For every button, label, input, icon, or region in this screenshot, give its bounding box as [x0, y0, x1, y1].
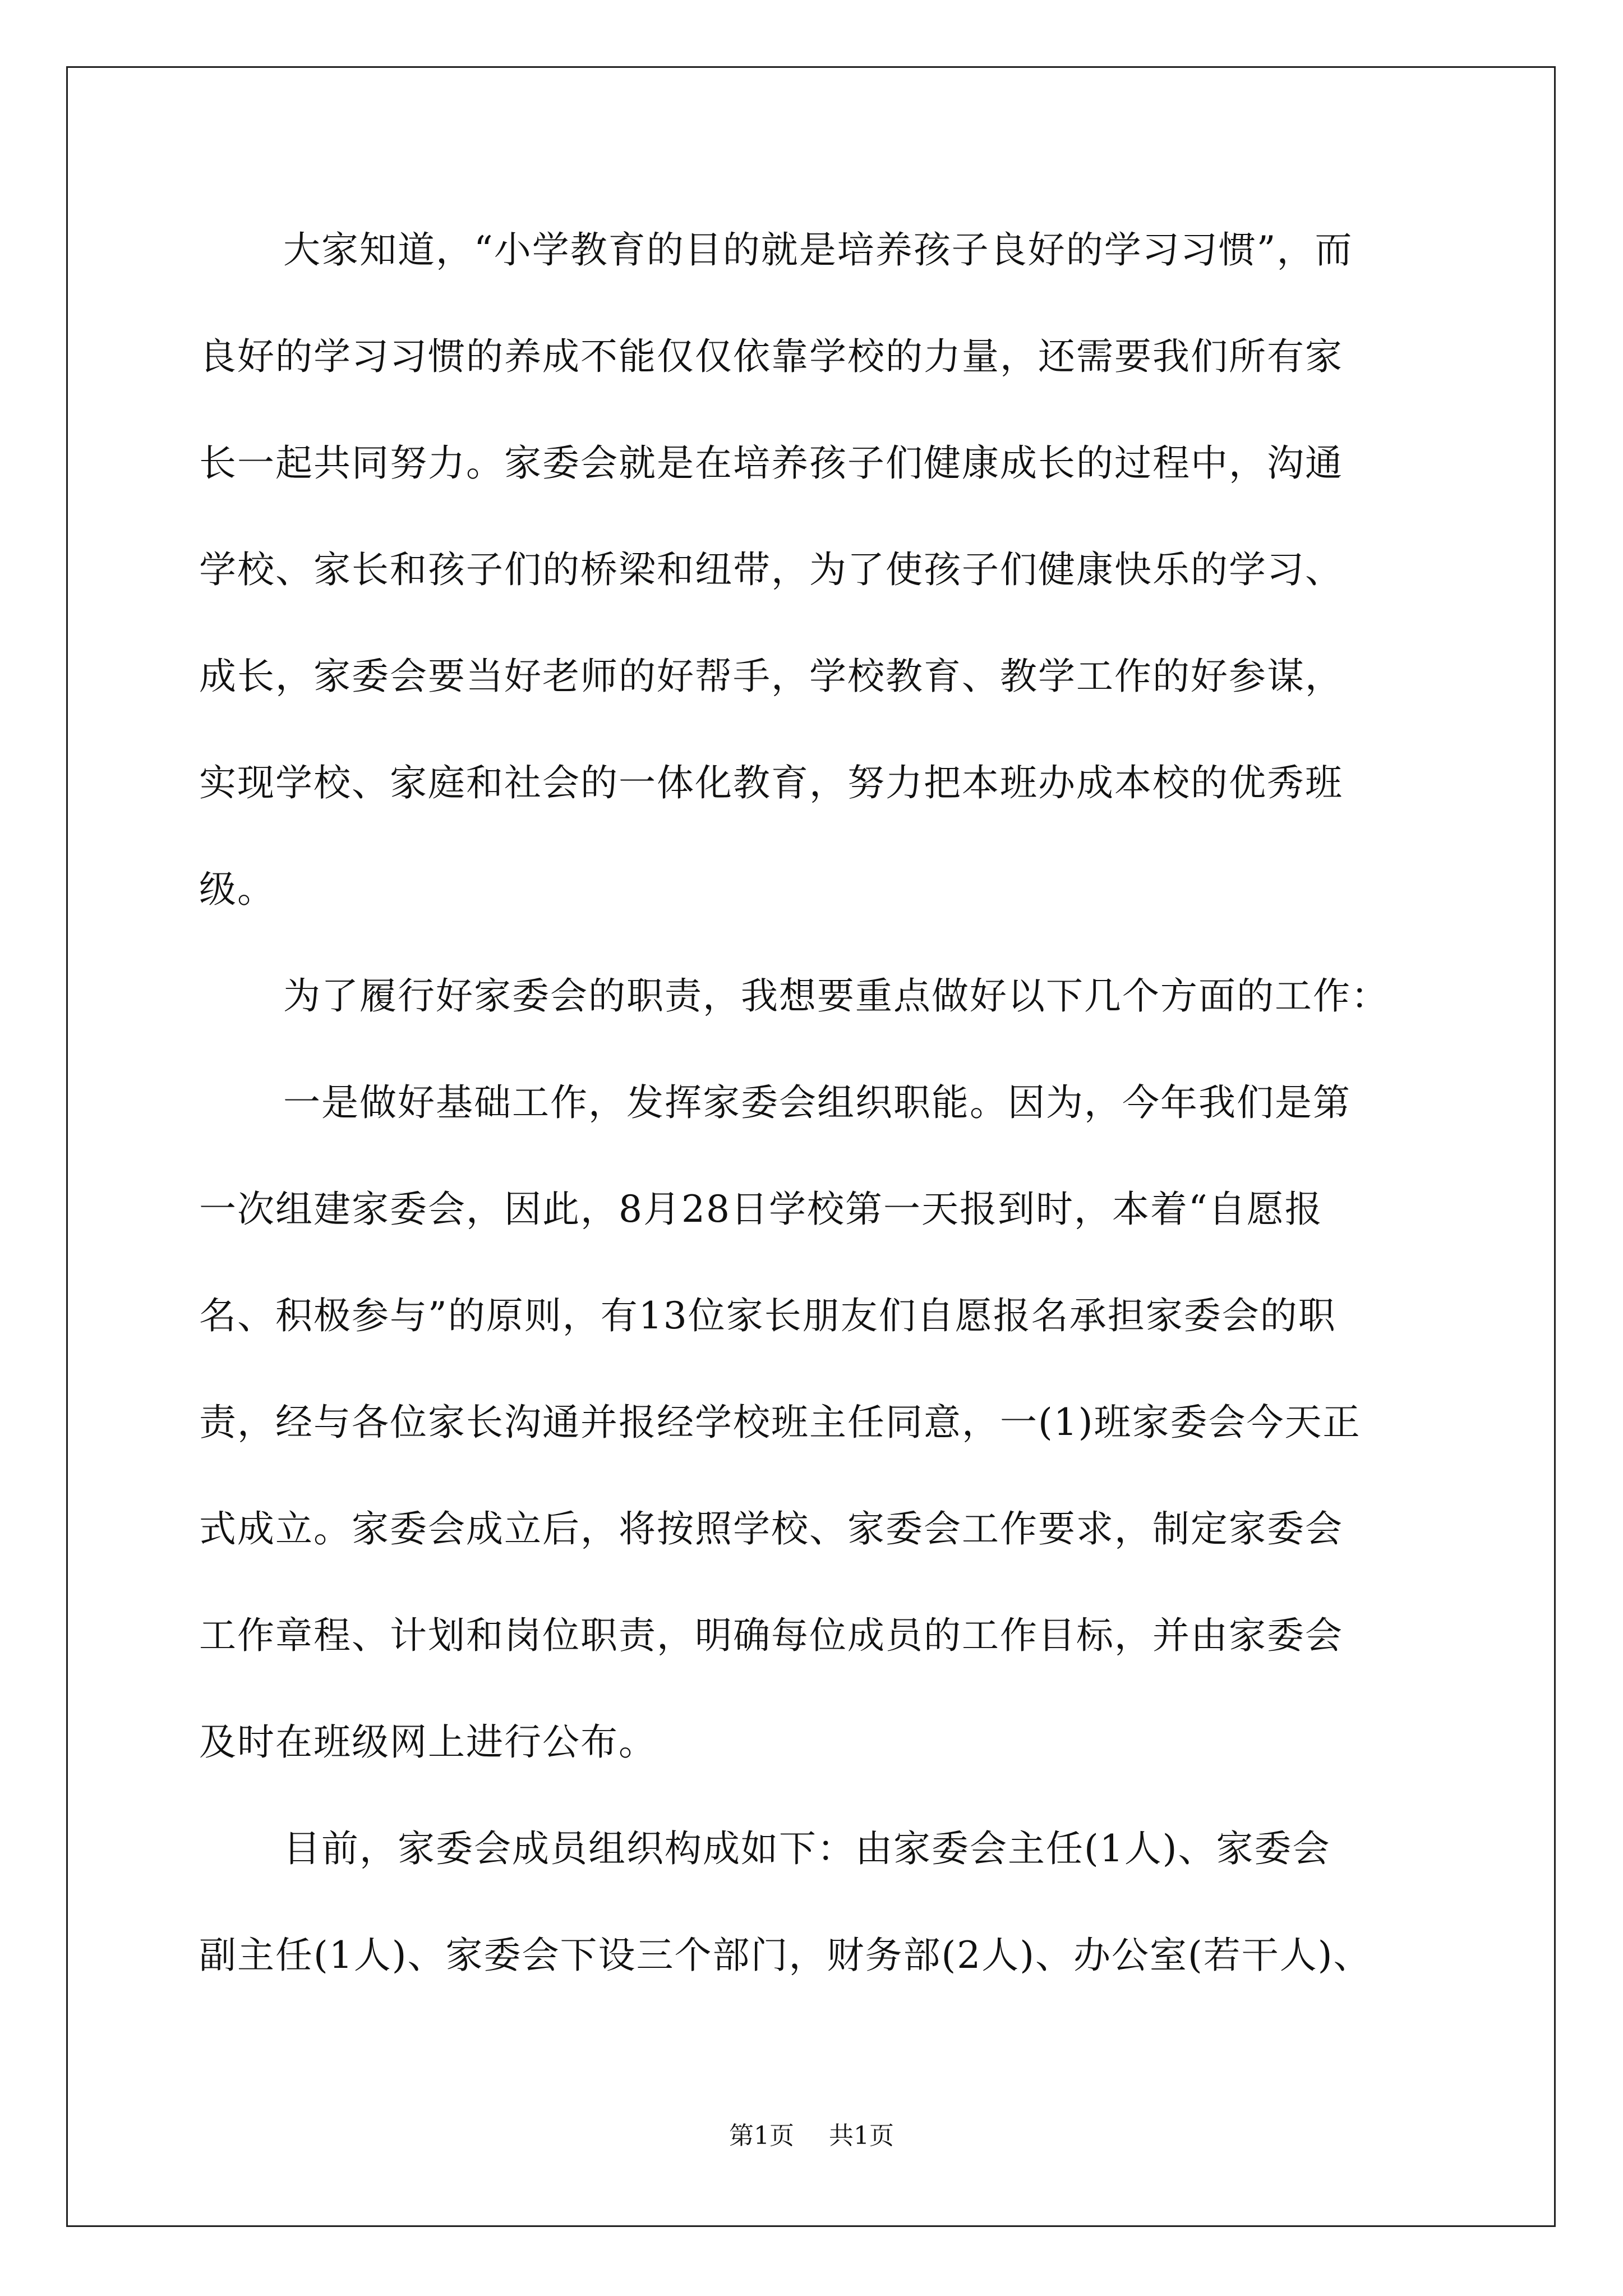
paragraph-line: 及时在班级网上进行公布。 — [199, 1720, 657, 1764]
paragraph-line: 成长，家委会要当好老师的好帮手，学校教育、教学工作的好参谋， — [199, 655, 1343, 698]
page-border — [66, 66, 1556, 2227]
paragraph-line: 大家知道，“小学教育的目的就是培养孩子良好的学习习惯”，而 — [283, 228, 1353, 272]
paragraph-line: 责，经与各位家长沟通并报经学校班主任同意，一(1)班家委会今天正 — [199, 1401, 1361, 1444]
paragraph-line: 实现学校、家庭和社会的一体化教育，努力把本班办成本校的优秀班 — [199, 761, 1343, 804]
paragraph-line: 良好的学习习惯的养成不能仅仅依靠学校的力量，还需要我们所有家 — [199, 335, 1343, 378]
paragraph-line: 名、积极参与”的原则，有13位家长朋友们自愿报名承担家委会的职 — [199, 1294, 1336, 1337]
page-number: 第1页 — [729, 2122, 794, 2150]
paragraph-line: 为了履行好家委会的职责，我想要重点做好以下几个方面的工作： — [283, 974, 1389, 1018]
paragraph-line: 工作章程、计划和岗位职责，明确每位成员的工作目标，并由家委会 — [199, 1614, 1343, 1657]
paragraph-line: 式成立。家委会成立后，将按照学校、家委会工作要求，制定家委会 — [199, 1507, 1343, 1550]
page-footer — [0, 2120, 1623, 2152]
paragraph-line: 长一起共同努力。家委会就是在培养孩子们健康成长的过程中，沟通 — [199, 441, 1343, 485]
paragraph-line: 级。 — [199, 868, 275, 911]
paragraph-line: 目前，家委会成员组织构成如下：由家委会主任(1人)、家委会 — [283, 1827, 1331, 1870]
paragraph-line: 一次组建家委会，因此，8月28日学校第一天报到时，本着“自愿报 — [199, 1188, 1323, 1231]
paragraph-line: 学校、家长和孩子们的桥梁和纽带，为了使孩子们健康快乐的学习、 — [199, 548, 1343, 591]
page-total: 共1页 — [829, 2122, 894, 2150]
paragraph-line: 一是做好基础工作，发挥家委会组织职能。因为，今年我们是第 — [283, 1081, 1351, 1124]
paragraph-line: 副主任(1人)、家委会下设三个部门，财务部(2人)、办公室(若干人)、 — [199, 1934, 1372, 1977]
